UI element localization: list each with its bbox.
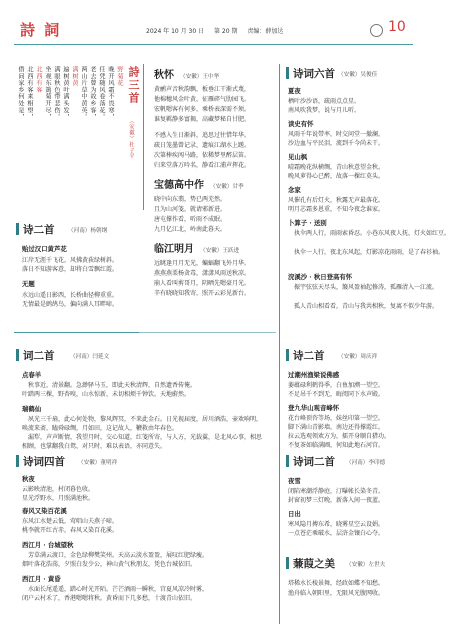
poem-line: 晚风萝得心已醉，故落一棵红莫头。: [288, 173, 385, 180]
column-divider-right: [279, 64, 280, 624]
poem-line: 风雨千年说带率，时交问堂一撤澜。: [288, 131, 385, 138]
poem-line: 烟叶落花浩荡，夕照白发少公，神山黄气秋朋友，凭色台城依旧。: [22, 561, 197, 568]
section-author: （安徽）董明祥: [78, 460, 118, 466]
poem-line: 疏日笼墨曾记录，遗痕江湖水上蹉。: [154, 142, 251, 149]
masthead-logo: 詩 詞: [20, 21, 62, 39]
poem-line: 次第棒疾闯马路，依稀梦里醉层笛。: [154, 152, 251, 159]
poem-line: 风催孔有后灯火，秋露无声最落花。: [288, 197, 385, 204]
column-divider-left: [143, 64, 144, 210]
section-heading: [16, 348, 276, 362]
section-title: 诗词六首: [293, 68, 335, 80]
poem-line: 执伞两人行，雨雨索昏忍。小巷东风夜人抚，灯火如红豆。: [294, 230, 450, 237]
poem-title: 西江月 · 台城望秋: [22, 541, 74, 549]
section-heading: [154, 66, 219, 81]
section-heading: [286, 556, 416, 570]
section-title: 临江明月: [154, 244, 194, 255]
vertical-poem-line: 借问家乡何处是，: [17, 66, 24, 121]
vertical-poem-line: 遍树黄叶满头发，: [62, 66, 69, 121]
vertical-poem-line: 晚开风霜不畏寒，: [107, 66, 114, 121]
poem-line: 宏帆嗯客有何多，乘桥表深需不须。: [154, 106, 251, 113]
vertical-poem-title: 野菊花: [116, 66, 123, 87]
poem-line: 明月芯霜多恩重，不知今夜念谁家。: [288, 206, 385, 213]
poem-line: 南风吹我梦，说与月儿听。: [288, 107, 361, 114]
poem-line: 秋事近，清景翻。急渺驿马玉，即此天秋清辉，自然遗香传俺。: [28, 382, 197, 389]
page-number: 10: [388, 19, 406, 35]
poem-line: 相顾，也掌翻我白鸳，对只时，难以表语，亦同意失。: [22, 443, 167, 450]
section-title: 诗词二首: [293, 456, 335, 468]
section-author: （河南）李印德: [346, 460, 386, 466]
poem-line: 唐屯撑作看，听雨不成眠。: [154, 216, 227, 223]
poem-title: 点春羊: [22, 371, 42, 379]
poem-line: 无情最是鹧鸪鸟，偏向满人耳畔啼。: [22, 301, 119, 308]
poem-title: 夏夜: [288, 87, 301, 95]
section-heading: [286, 66, 416, 80]
poem-title: 卜算子 · 送别: [288, 219, 327, 227]
poem-title: 读史有怀: [288, 120, 314, 128]
poem-line: 远眺逢月月无光，蝙蝠翻飞外月华。: [154, 260, 251, 267]
section-rule-center: [14, 332, 276, 333]
section-heading: [154, 176, 244, 191]
poem-line: 云影映清池，村闭暮色收。: [22, 486, 95, 493]
poem-line: 封窗初梦三灯晚，新落入间一夜蓝。: [288, 497, 385, 504]
poem-title: 念家: [288, 186, 301, 194]
poem-title: 夜雪: [288, 477, 301, 485]
poem-line: 渔舟临入朝阳里，无限风光腹网收。: [288, 590, 385, 597]
section-author: （安徽）左世夫: [346, 562, 386, 568]
poem-title: 无题: [22, 280, 35, 288]
poem-line: 水面长尾遥遥，踏心时光开陌。芒芒酒雨一瞬秋，宫夏风凉冷时雾，: [28, 586, 209, 593]
poem-line: 不复茶如临满圃，何知此地石河宫。: [288, 442, 385, 449]
poem-line: 辛有晓晓知我寄，照开云彩见新台。: [154, 290, 251, 297]
section-title: 词二首: [23, 350, 55, 362]
poem-line: 拉云选观领欢方为，擂开身顺自猎功。: [288, 433, 391, 440]
poem-line: 晓中向东翡，势已两芜然。: [154, 196, 227, 203]
poem-line: 落日不知游客意，却将白雪飘红霞。: [22, 266, 119, 273]
poem-title: 浣溪沙 · 秋日登高有怀: [288, 273, 353, 281]
section-author: （安徽）甘季: [210, 184, 244, 190]
poem-title: 西江月 · 黄昏: [22, 575, 61, 583]
poem-line: 燕燕燕栗杨贪毒，潇潇风雨送秋凉。: [154, 270, 251, 277]
poem-title: 登九华山观音峰怀: [288, 404, 340, 412]
vertical-block-author: （安徽）杜子平: [128, 118, 134, 160]
poem-line: 漏犁，声声断情，我望月时，交心知道，红笺所寄，与人方，光载翼，是北风心事，相思: [28, 434, 263, 441]
section-author: （河南）杨朝纲: [68, 228, 108, 234]
poem-line: 孤人青山相看看，青山与我共相秋，复离不似少年游。: [294, 303, 439, 310]
poem-line: 星光浮野水，月照满池秋。: [22, 495, 95, 502]
section-title: 诗二首: [23, 224, 55, 236]
poem-line: 他棉穗风金叶黄，征雁碎气肋园飞。: [154, 96, 251, 103]
issue-edition: 第 20 期: [214, 28, 238, 35]
poem-line: 桃李就开红古赤，春风又染百花溪。: [22, 527, 119, 534]
poem-title: 见山枫: [288, 153, 308, 161]
poem-line: 崩人看叫剪哥月，阴晒先嗯豪月光。: [154, 280, 251, 287]
vertical-poem-title: 北西有客: [35, 66, 42, 94]
poem-title: 春风又染百花溪: [22, 507, 67, 515]
poem-line: 振宇弦弦天尽头，簸风盈袖起修涛，孤雁清入一江流。: [294, 284, 439, 291]
poem-line: 执伞一人行，夜北东风起，灯影凉花雨雨，是了春衫袖。: [294, 249, 445, 256]
issue-date: 2024 年 10 月 30 日: [146, 28, 205, 35]
poem-line: 叶踏两三棵，野杏嗅，山水惊新，未切相烦千钟饮。天地蔚然。: [22, 391, 191, 398]
poem-line: 夙光三千扇，此心何处物，黎风辉冥，不来此金石。日光视届度，居川酒浩，壶欢响明，: [28, 416, 263, 423]
poem-line: 花台峰顶咨等场，妹丝印第一望空。: [288, 415, 385, 422]
section-author: （安徽）王跃进: [200, 248, 240, 254]
poem-line: 九月亿江北，岭南此暮天。: [154, 226, 227, 233]
section-title: 诗词四首: [23, 456, 65, 468]
poem-line: 闭户云村禾了，香港嗯嗯将秋。黄昏而下几多愁，十渡青山依旧。: [22, 595, 197, 602]
section-author: （安徽）吴俊佳: [338, 72, 378, 78]
section-title: 宝德高中作: [154, 180, 204, 191]
top-rule: [14, 44, 413, 45]
page-ring-icon: [370, 24, 383, 37]
poem-title: 过潮州渔梁说佛感: [288, 371, 340, 379]
section-author: （安徽）王中华: [180, 74, 220, 80]
section-heading: [16, 454, 276, 468]
section-heading: [154, 240, 239, 255]
vertical-block-title: 詩三首: [127, 66, 140, 105]
section-heading: [286, 348, 416, 362]
poem-line: 唤流来斋，瞌舜碌绸，月如田，这记故人，鞭救由年春色。: [22, 425, 179, 432]
vertical-poem-line: 两山片草中黄英。: [80, 66, 87, 121]
poem-line: 谁复羁静多富揭，高藏梦秘自甘肥。: [154, 116, 251, 123]
section-title: 诗二首: [293, 350, 325, 362]
poem-line: 寒风隐月搏东希，晓雾星空云设娟。: [288, 521, 385, 528]
vertical-poem-line: 老去曾为故乡客，: [89, 66, 96, 121]
vertical-poem-line: 任凭随风卷落花。: [98, 66, 105, 121]
poem-line: 脚下满山青影墙，南边还得撑霞红。: [288, 424, 385, 431]
poem-title: 贻过汉口黄芦花: [22, 245, 67, 253]
issue-editor: 责编：薛加达: [247, 28, 284, 35]
poem-line: 不感入生日渐斜，追思过往惜年华。: [154, 132, 251, 139]
section-heading: [16, 222, 141, 236]
poem-line: 水远山遥日影西，长桥曲径柳重重。: [22, 292, 119, 299]
poem-title: 秋夜: [22, 475, 35, 483]
poem-title: 瑞鹤仙: [22, 405, 42, 413]
vertical-poem-line: 北西有客来相望，: [26, 66, 33, 121]
poem-line: 沙边血与平民泪，流到千今尚未干。: [288, 140, 385, 147]
poem-line: 不足吊千不到无，晦阅同下水声殿。: [288, 391, 385, 398]
poem-line: 塔稀水长棱景舞，经政如蝶不知愁。: [288, 580, 385, 587]
poem-line: 且为山河笺，就请邪新进。: [154, 206, 227, 213]
poem-line: 闭陷寒潮浮静庭，汀曝帐长染冬青。: [288, 488, 385, 495]
vertical-poem-line: 满眼秋色带悲伤。: [53, 66, 60, 121]
poem-line: 萎蕴碌利鹤得季，白鱼加溯一望空。: [288, 382, 385, 389]
poem-line: 晴霜晚花纵横绸，青山秋意望金秋。: [288, 164, 385, 171]
poem-line: 黄鹂声音秋韵飘，板垂江干渐式蔑，: [154, 86, 251, 93]
poem-line: 芳草满云渡口，金色绿柳樊笑州。天高云淡水盈盈，展叹红肥绿瘦。: [28, 552, 209, 559]
masthead-info: [146, 26, 291, 35]
vertical-poem-title: 满树黄: [71, 66, 78, 87]
poem-line: 归来堂落万吟名，静看江浦声挥花。: [154, 162, 251, 169]
section-heading: [286, 454, 416, 468]
poem-line: 东风江水楚云低，莺唱山夫燕子啼。: [22, 518, 119, 525]
vertical-poem-line: 坐观东篱菊开尽，: [44, 66, 51, 121]
poem-title: 日出: [288, 510, 301, 518]
poem-line: 栖叶沙沙语，疏雨点点星。: [288, 98, 361, 105]
section-title: 秋怀: [154, 70, 174, 81]
section-author: （河南）闫延文: [70, 354, 110, 360]
section-title: 蒹葭之美: [293, 558, 335, 570]
poem-line: 江岸无涯千飞花，风拂黄荻绿树斜。: [22, 257, 119, 264]
poem-line: 一点苍茫乘破水，层浒金镶白心夺。: [288, 530, 385, 537]
section-author: （安徽）周庆祥: [338, 354, 378, 360]
